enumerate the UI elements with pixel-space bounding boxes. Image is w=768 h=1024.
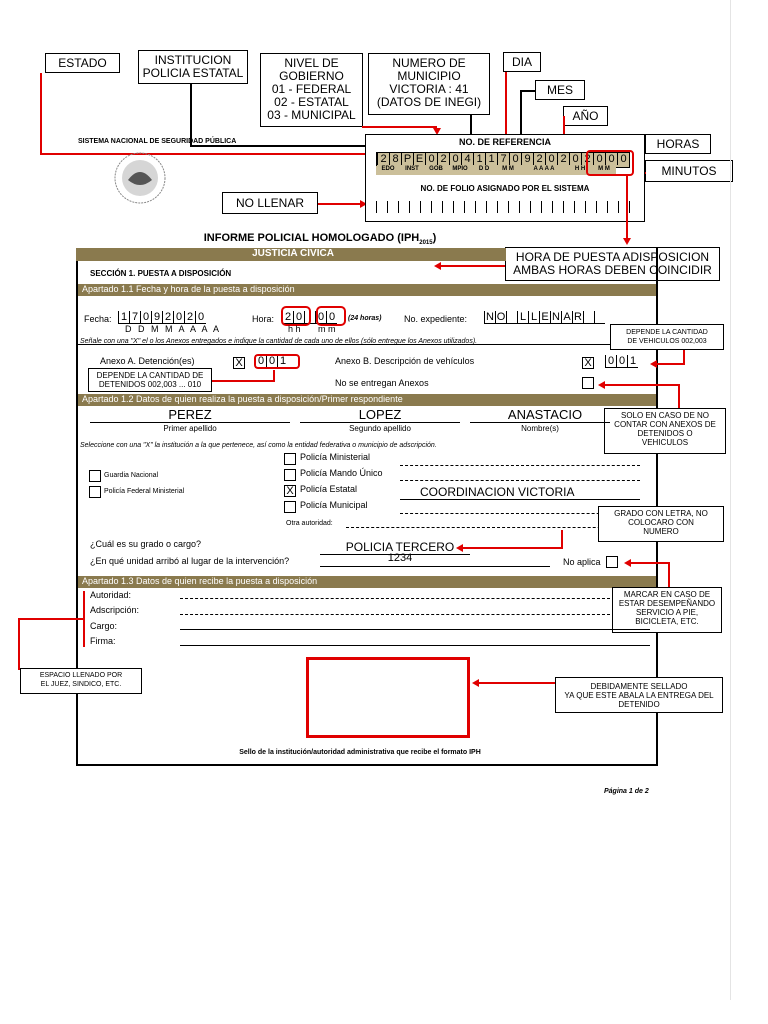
folio-cell[interactable] bbox=[376, 201, 387, 213]
page-title: INFORME POLICIAL HOMOLOGADO $(IPH_{2015})$ bbox=[203, 232, 437, 247]
ref-label: GOB bbox=[429, 166, 443, 172]
ref-label: INST bbox=[405, 166, 419, 172]
cargo-label: Cargo: bbox=[90, 621, 118, 631]
anexo-a-label: Anexo A. Detención(es) bbox=[100, 356, 195, 366]
fecha-digit: 0 bbox=[195, 311, 206, 323]
justicia-civica-bar: JUSTICIA CÍVICA bbox=[76, 248, 506, 261]
anexo-b-digit: 0 bbox=[605, 355, 616, 367]
callout-nivel-gobierno: NIVEL DE GOBIERNO 01 - FEDERAL 02 - ESTATAL 03 - MUNICIPAL bbox=[260, 53, 363, 127]
ref-cell: 2 bbox=[581, 153, 593, 165]
callout-grado: GRADO CON LETRA, NO COLOCARO CON NUMERO bbox=[598, 506, 724, 542]
folio-cell[interactable] bbox=[629, 201, 640, 213]
apartado-1-1-bar: Apartado 1.1 Fecha y hora de la puesta a disposición bbox=[78, 284, 656, 296]
anexo-a-digit: 1 bbox=[277, 355, 288, 367]
federal-label: Policía Federal Ministerial bbox=[104, 488, 185, 495]
ref-cell: 1 bbox=[473, 153, 485, 165]
folio-cell[interactable] bbox=[398, 201, 409, 213]
fecha-digit: 9 bbox=[151, 311, 162, 323]
callout-depende-detenidos: DEPENDE LA CANTIDAD DE DETENIDOS 002,003 ... 010 bbox=[88, 368, 212, 392]
no-aplica-checkbox[interactable] bbox=[606, 556, 618, 568]
ref-cell: 0 bbox=[617, 153, 629, 165]
expediente-cell: O bbox=[496, 311, 506, 323]
folio-cell[interactable] bbox=[530, 201, 541, 213]
nombre-value: ANASTACIO bbox=[507, 407, 583, 422]
firma-label: Firma: bbox=[90, 636, 116, 646]
adscripcion-label: Adscripción: bbox=[90, 605, 140, 615]
callout-dia: DIA bbox=[503, 52, 541, 72]
guardia-label: Guardia Nacional bbox=[104, 472, 159, 479]
fecha-digit: 2 bbox=[162, 311, 173, 323]
folio-label: NO. DE FOLIO ASIGNADO POR EL SISTEMA bbox=[420, 184, 590, 193]
federal-checkbox[interactable] bbox=[89, 486, 101, 498]
ref-label: M M bbox=[598, 166, 610, 172]
folio-cell[interactable] bbox=[541, 201, 552, 213]
folio-cell[interactable] bbox=[442, 201, 453, 213]
folio-cell[interactable] bbox=[497, 201, 508, 213]
callout-no-llenar: NO LLENAR bbox=[222, 192, 318, 214]
grado-value: POLICIA TERCERO bbox=[345, 540, 455, 554]
no-aplica-label: No aplica bbox=[563, 557, 601, 567]
expediente-cell: R bbox=[572, 311, 583, 323]
callout-hora-puesta: HORA DE PUESTA ADISPOSICION AMBAS HORAS DEBEN COINCIDIR bbox=[505, 247, 720, 281]
autoridad-label: Autoridad: bbox=[90, 590, 132, 600]
folio-cell[interactable] bbox=[519, 201, 530, 213]
primer-apellido-label: Primer apellido bbox=[163, 424, 217, 433]
unidad-question: ¿En qué unidad arribó al lugar de la intervención? bbox=[90, 556, 290, 566]
ref-cell: 0 bbox=[545, 153, 557, 165]
page-number: Página 1 de 2 bbox=[604, 788, 649, 795]
folio-cell[interactable] bbox=[607, 201, 618, 213]
apartado-1-3-bar: Apartado 1.3 Datos de quien recibe la puesta a disposición bbox=[78, 576, 656, 588]
expediente-label: No. expediente: bbox=[404, 314, 468, 324]
coordinacion-value: COORDINACION VICTORIA bbox=[420, 485, 575, 499]
callout-anio: AÑO bbox=[563, 106, 608, 126]
ref-label: M M bbox=[502, 166, 514, 172]
folio-cell[interactable] bbox=[464, 201, 475, 213]
ref-cell: 2 bbox=[557, 153, 569, 165]
hora-label: Hora: bbox=[252, 314, 275, 324]
folio-cell[interactable] bbox=[552, 201, 563, 213]
hora-format: h h m m bbox=[288, 324, 336, 334]
callout-minutos: MINUTOS bbox=[645, 160, 733, 182]
ref-cell: 0 bbox=[509, 153, 521, 165]
anexo-a-digit: 0 bbox=[266, 355, 277, 367]
ref-labels-row bbox=[376, 166, 616, 175]
ref-cell: 0 bbox=[425, 153, 437, 165]
mando-checkbox[interactable] bbox=[284, 469, 296, 481]
estatal-checkbox[interactable]: X bbox=[284, 485, 296, 497]
ref-cell: 2 bbox=[437, 153, 449, 165]
ref-cell: 0 bbox=[593, 153, 605, 165]
expediente-cell bbox=[506, 311, 517, 323]
fecha-digit: 1 bbox=[118, 311, 129, 323]
expediente-cells bbox=[484, 311, 605, 324]
callout-horas: HORAS bbox=[645, 134, 711, 154]
fecha-digit: 7 bbox=[129, 311, 140, 323]
senale-text: Señale con una "X" el o los Anexos entregados e indique la cantidad de cada uno de ellos (sólo entregue los Anexos utilizados). bbox=[80, 338, 478, 345]
ref-cell: 2 bbox=[377, 153, 389, 165]
anexo-b-checkbox[interactable]: X bbox=[582, 357, 594, 369]
folio-cell[interactable] bbox=[420, 201, 431, 213]
callout-solo-caso: SOLO EN CASO DE NO CONTAR CON ANEXOS DE DETENIDOS O VEHICULOS bbox=[604, 408, 726, 454]
callout-institucion: INSTITUCION POLICIA ESTATAL bbox=[138, 50, 248, 84]
folio-cell[interactable] bbox=[486, 201, 497, 213]
fecha-digit: 0 bbox=[173, 311, 184, 323]
anexo-a-checkbox[interactable]: X bbox=[233, 357, 245, 369]
callout-depende-vehiculos: DEPENDE LA CANTIDAD DE VEHICULOS 002,003 bbox=[610, 324, 724, 350]
no-anexos-label: No se entregan Anexos bbox=[335, 378, 429, 388]
expediente-cell: N bbox=[550, 311, 561, 323]
segundo-apellido-value: LOPEZ bbox=[358, 407, 402, 422]
anexo-a-digit: 0 bbox=[255, 355, 266, 367]
folio-cell[interactable] bbox=[563, 201, 574, 213]
anexo-b-count bbox=[605, 355, 638, 368]
unidad-value: 1234 bbox=[387, 552, 413, 564]
folio-cell[interactable] bbox=[596, 201, 607, 213]
segundo-apellido-label: Segundo apellido bbox=[349, 424, 411, 433]
fecha-digits bbox=[118, 311, 206, 324]
hora-digit: 2 bbox=[282, 311, 293, 323]
ref-cell: 9 bbox=[521, 153, 533, 165]
no-anexos-checkbox[interactable] bbox=[582, 377, 594, 389]
municipal-checkbox[interactable] bbox=[284, 501, 296, 513]
expediente-cell: L bbox=[528, 311, 539, 323]
fecha-digit: 2 bbox=[184, 311, 195, 323]
nombre-label: Nombre(s) bbox=[521, 424, 559, 433]
callout-estado: ESTADO bbox=[45, 53, 120, 73]
callout-marcar: MARCAR EN CASO DE ESTAR DESEMPEÑANDO SERVICIO A PIE, BICICLETA, ETC. bbox=[612, 587, 722, 633]
folio-cell[interactable] bbox=[475, 201, 486, 213]
callout-mes: MES bbox=[535, 80, 585, 100]
sello-caption: Sello de la institución/autoridad administrativa que recibe el formato IPH bbox=[239, 749, 481, 756]
ref-label: A A A A bbox=[533, 166, 555, 172]
fecha-format: D D M M A A A A bbox=[125, 324, 222, 334]
ref-cell: 0 bbox=[605, 153, 617, 165]
estatal-label: Policía Estatal bbox=[300, 484, 358, 494]
apartado-1-2-bar: Apartado 1.2 Datos de quien realiza la puesta a disposición/Primer respondiente bbox=[78, 394, 656, 406]
no-referencia-label: NO. DE REFERENCIA bbox=[458, 137, 551, 147]
seccion1-title: SECCIÓN 1. PUESTA A DISPOSICIÓN bbox=[90, 269, 232, 278]
ref-cell: P bbox=[401, 153, 413, 165]
ministerial-label: Policía Ministerial bbox=[300, 452, 371, 462]
ref-cell: 0 bbox=[569, 153, 581, 165]
sello-box bbox=[306, 657, 470, 738]
folio-cell[interactable] bbox=[453, 201, 464, 213]
hora-24-note: (24 horas) bbox=[348, 315, 382, 322]
folio-cell[interactable] bbox=[431, 201, 442, 213]
expediente-cell: E bbox=[539, 311, 550, 323]
ref-cell: 7 bbox=[497, 153, 509, 165]
ref-cell: 4 bbox=[461, 153, 473, 165]
ref-cell: 1 bbox=[485, 153, 497, 165]
municipal-label: Policía Municipal bbox=[300, 500, 368, 510]
primer-apellido-value: PEREZ bbox=[168, 407, 212, 422]
expediente-cell bbox=[594, 311, 605, 323]
callout-espacio: ESPACIO LLENADO POR EL JUEZ, SINDICO, ETC. bbox=[20, 668, 142, 694]
mexico-seal-icon bbox=[110, 150, 170, 205]
guardia-checkbox[interactable] bbox=[89, 470, 101, 482]
referencia-box bbox=[365, 134, 645, 222]
mando-label: Policía Mando Único bbox=[300, 468, 383, 478]
expediente-cell: A bbox=[561, 311, 572, 323]
folio-cell[interactable] bbox=[409, 201, 420, 213]
anexo-b-digit: 0 bbox=[616, 355, 627, 367]
folio-cell[interactable] bbox=[585, 201, 596, 213]
expediente-cell: L bbox=[517, 311, 528, 323]
seleccione-text: Seleccione con una "X" la institución a la que pertenece, así como la entidad federativa o municipio de adscripción. bbox=[80, 442, 437, 449]
otra-autoridad-label: Otra autoridad: bbox=[286, 520, 333, 527]
grado-question: ¿Cuál es su grado o cargo? bbox=[90, 539, 202, 549]
anexo-b-label: Anexo B. Descripción de vehículos bbox=[335, 356, 475, 366]
hora-digit: 0 bbox=[326, 311, 337, 323]
hora-digit: 0 bbox=[293, 311, 304, 323]
ref-cell: 0 bbox=[449, 153, 461, 165]
ref-label: EDO bbox=[381, 166, 395, 172]
fecha-label: Fecha: bbox=[84, 314, 112, 324]
folio-cell[interactable] bbox=[508, 201, 519, 213]
hora-digit: 0 bbox=[315, 311, 326, 323]
sistema-nacional-label: SISTEMA NACIONAL DE SEGURIDAD PÚBLICA bbox=[78, 138, 237, 145]
ref-label: D D bbox=[478, 166, 490, 172]
fecha-digit: 0 bbox=[140, 311, 151, 323]
callout-sellado: DEBIDAMENTE SELLADO YA QUE ESTE ABALA LA ENTREGA DEL DETENIDO bbox=[555, 677, 723, 713]
callout-municipio: NUMERO DE MUNICIPIO VICTORIA : 41 (DATOS DE INEGI) bbox=[368, 53, 490, 115]
ref-label: H H bbox=[574, 166, 586, 172]
folio-cells bbox=[376, 201, 640, 213]
ministerial-checkbox[interactable] bbox=[284, 453, 296, 465]
ref-cell: E bbox=[413, 153, 425, 165]
ref-cell: 8 bbox=[389, 153, 401, 165]
expediente-cell bbox=[583, 311, 594, 323]
hora-digit: : bbox=[304, 311, 315, 323]
folio-cell[interactable] bbox=[387, 201, 398, 213]
folio-cell[interactable] bbox=[574, 201, 585, 213]
expediente-cell: N bbox=[484, 311, 495, 323]
ref-cell: 2 bbox=[533, 153, 545, 165]
ref-label: MPIO bbox=[452, 166, 468, 172]
anexo-b-digit: 1 bbox=[627, 355, 638, 367]
